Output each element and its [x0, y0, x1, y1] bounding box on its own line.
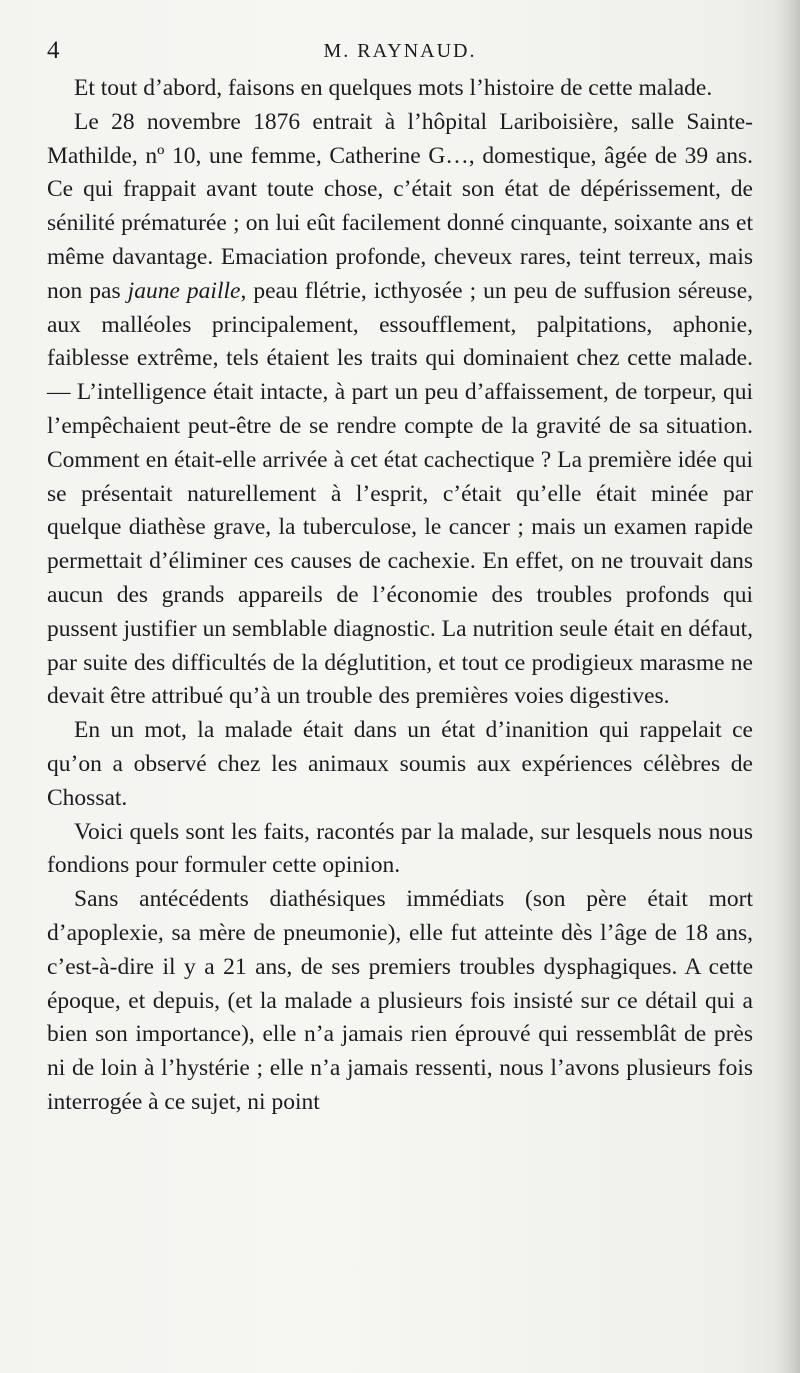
page-number: 4 [47, 37, 60, 64]
running-title: M. RAYNAUD. [323, 40, 477, 62]
italic-term: jaune paille [127, 277, 241, 304]
page-edge-shadow [774, 0, 800, 1373]
paragraph-facts: Voici quels sont les faits, racontés par la malade, sur lesquels nous nous fondions pour formuler cette opinion. [47, 818, 753, 879]
paragraph-antecedents: Sans antécédents diathésiques immédiats (son père était mort d’apoplexie, sa mère de pneumonie), elle fut atteinte dès l’âge de 18 ans, c’est-à-dire il y a 21 ans, de ses premiers troubles dysphagiques. A cette époque, et depuis, (et la malade a plusieurs fois insisté sur ce détail qui a bien son importance), elle n’a jamais rien éprouvé qui ressemblât de près ni de loin à l’hystérie ; elle n’a jamais ressenti, nous l’avons plusieurs fois interrogée à ce sujet, ni point [47, 886, 753, 1115]
paragraph-case-history-part-2: , peau flétrie, icthyosée ; un peu de suffusion séreuse, aux malléoles principalement, essoufflement, palpitations, aphonie, faiblesse extrême, tels étaient les traits qui dominaient chez cette malade. — L’intelligence était intacte, à part un peu d’affaissement, de torpeur, qui l’empêchaient peut-être de se rendre compte de la gravité de sa situation. Comment en était-elle arrivée à cet état cachectique ? La première idée qui se présentait naturellement à l’esprit, c’était qu’elle était minée par quelque diathèse grave, la tuberculose, le cancer ; mais un examen rapide permettait d’éliminer ces causes de cachexie. En effet, on ne trouvait dans aucun des grands appareils de l’économie des troubles profonds qui pussent justifier un semblable diagnostic. La nutrition seule était en défaut, par suite des difficultés de la déglutition, et tout ce prodigieux marasme ne devait être attribué qu’à un trouble des premières voies digestives. [47, 277, 754, 710]
body-text [47, 72, 753, 1120]
paragraph-case-history [47, 106, 753, 714]
paragraph-case-history-part-1: Le 28 novembre 1876 entrait à l’hôpital Lariboisière, salle Sainte-Mathilde, nº 10, une femme, Catherine G…, domestique, âgée de 39 ans. Ce qui frappait avant toute chose, c’était son état de dépérissement, de sénilité prématurée ; on lui eût facilement donné cinquante, soixante ans et même davantage. Emaciation profonde, cheveux rares, teint terreux, mais non pas [47, 108, 753, 304]
paragraph-inanition: En un mot, la malade était dans un état d’inanition qui rappelait ce qu’on a observé chez les animaux soumis aux expériences célèbres de Chossat. [47, 717, 753, 811]
running-head [47, 36, 753, 66]
paragraph-intro: Et tout d’abord, faisons en quelques mots l’histoire de cette malade. [74, 75, 713, 101]
